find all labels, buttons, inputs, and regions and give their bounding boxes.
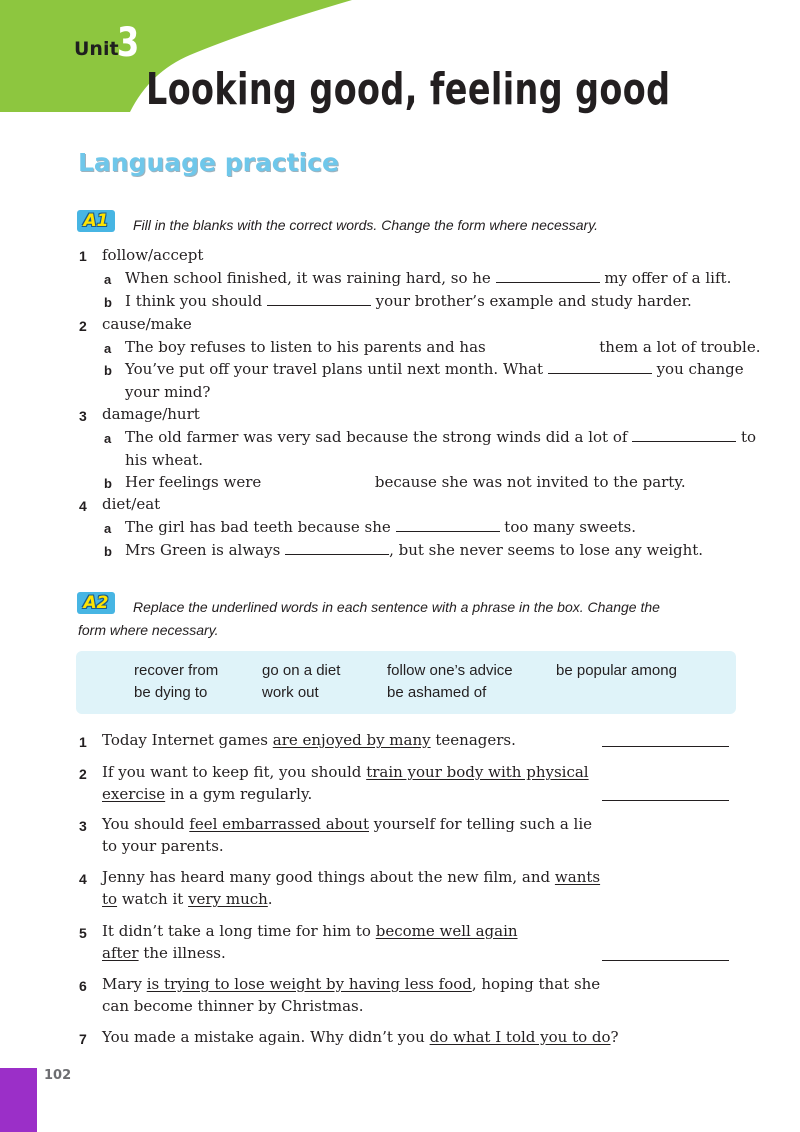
a2-item-number: 5	[79, 925, 87, 941]
phrase: be dying to	[134, 684, 208, 701]
a1-item-letter: b	[104, 476, 112, 491]
answer-line[interactable]	[602, 960, 729, 961]
a2-sentence: It didn’t take a long time for him to become well again	[102, 922, 518, 940]
answer-line[interactable]	[602, 800, 729, 801]
answer-blank[interactable]	[267, 292, 371, 306]
answer-line[interactable]	[602, 746, 729, 747]
a1-item-letter: b	[104, 295, 112, 310]
a1-item-letter: a	[104, 272, 112, 287]
a2-instruction: Replace the underlined words in each sentence with a phrase in the box. Change the	[133, 599, 660, 615]
a1-badge: A1	[77, 210, 115, 232]
a2-sentence: You should feel embarrassed about yourself for telling such a lie	[102, 815, 593, 833]
a1-sentence: I think you should your brother’s example and study harder.	[125, 292, 692, 310]
unit-label: Unit	[74, 38, 119, 60]
a1-sentence-continued: his wheat.	[125, 451, 204, 469]
a2-sentence: Today Internet games are enjoyed by many teenagers.	[102, 731, 516, 749]
a1-item-letter: a	[104, 431, 112, 446]
a2-sentence-continued: exercise in a gym regularly.	[102, 785, 313, 803]
a2-sentence: If you want to keep fit, you should train your body with physical	[102, 763, 589, 781]
phrase: be ashamed of	[387, 684, 487, 701]
section-heading: Language practice	[78, 148, 339, 177]
a1-item-words: cause/make	[102, 315, 192, 333]
a1-item-letter: a	[104, 341, 112, 356]
a2-item-number: 4	[79, 871, 87, 887]
a1-item-words: diet/eat	[102, 495, 161, 513]
a2-item-number: 7	[79, 1031, 87, 1047]
a1-sentence: Mrs Green is always , but she never seems to lose any weight.	[125, 541, 704, 559]
phrase: work out	[262, 684, 319, 701]
a1-item-number: 4	[79, 498, 87, 514]
a2-sentence-continued: to your parents.	[102, 837, 224, 855]
a1-item-number: 1	[79, 248, 87, 264]
unit-number: 3	[117, 20, 140, 66]
a2-item-number: 6	[79, 978, 87, 994]
a1-sentence: When school finished, it was raining hard, so he my offer of a lift.	[125, 269, 732, 287]
a1-item-number: 2	[79, 318, 87, 334]
answer-blank[interactable]	[491, 338, 595, 352]
a1-sentence: The girl has bad teeth because she too many sweets.	[125, 518, 637, 536]
a1-item-letter: b	[104, 363, 112, 378]
answer-blank[interactable]	[266, 473, 370, 487]
answer-blank[interactable]	[548, 360, 652, 374]
phrase: go on a diet	[262, 662, 341, 679]
a1-item-letter: a	[104, 521, 112, 536]
a1-instruction: Fill in the blanks with the correct words. Change the form where necessary.	[133, 217, 599, 233]
a2-instruction-continued: form where necessary.	[78, 622, 219, 638]
a1-sentence: The boy refuses to listen to his parents and has them a lot of trouble.	[125, 338, 761, 356]
page-title: Looking good, feeling good	[146, 64, 671, 115]
page-tab	[0, 1068, 37, 1132]
a2-sentence: You made a mistake again. Why didn’t you do what I told you to do?	[102, 1028, 619, 1046]
a1-sentence: Her feelings were because she was not invited to the party.	[125, 473, 686, 491]
a2-sentence: Jenny has heard many good things about the new film, and wants	[102, 868, 601, 886]
answer-blank[interactable]	[496, 269, 600, 283]
a2-item-number: 3	[79, 818, 87, 834]
page-number: 102	[44, 1068, 72, 1083]
phrase: recover from	[134, 662, 219, 679]
answer-blank[interactable]	[632, 428, 736, 442]
a2-badge: A2	[77, 592, 115, 614]
a1-item-number: 3	[79, 408, 87, 424]
a1-sentence: The old farmer was very sad because the strong winds did a lot of to	[125, 428, 757, 446]
a1-item-letter: b	[104, 544, 112, 559]
answer-blank[interactable]	[396, 518, 500, 532]
answer-blank[interactable]	[285, 541, 389, 555]
phrase-box	[76, 651, 736, 714]
a1-sentence: You’ve put off your travel plans until next month. What you change	[125, 360, 744, 378]
a1-sentence-continued: your mind?	[125, 383, 211, 401]
a2-item-number: 2	[79, 766, 87, 782]
phrase: follow one’s advice	[387, 662, 513, 679]
a2-sentence-continued: to watch it very much.	[102, 890, 273, 908]
phrase: be popular among	[556, 662, 677, 679]
a2-sentence-continued: after the illness.	[102, 944, 226, 962]
a2-sentence-continued: can become thinner by Christmas.	[102, 997, 364, 1015]
a2-sentence: Mary is trying to lose weight by having less food, hoping that she	[102, 975, 601, 993]
a1-item-words: follow/accept	[102, 246, 204, 264]
a1-item-words: damage/hurt	[102, 405, 200, 423]
a2-item-number: 1	[79, 734, 87, 750]
